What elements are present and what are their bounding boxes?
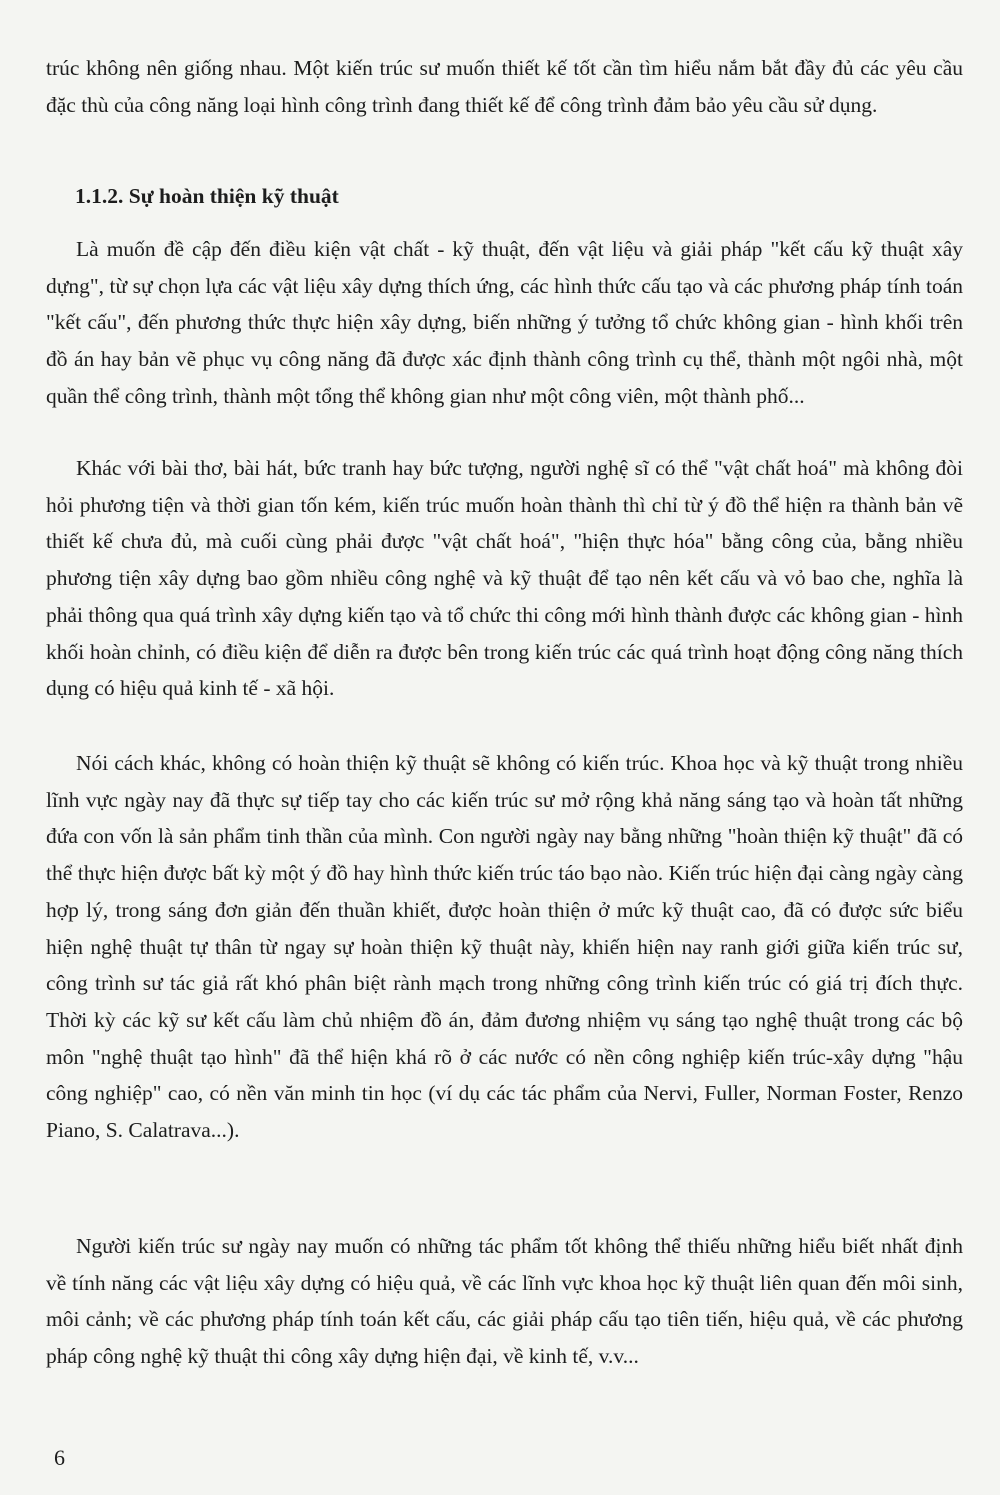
paragraph-block-4 [46, 1228, 963, 1375]
section-heading: 1.1.2. Sự hoàn thiện kỹ thuật [75, 184, 339, 208]
paragraph: Khác với bài thơ, bài hát, bức tranh hay bức tượng, người nghệ sĩ có thể "vật chất hoá" mà không đòi hỏi phương tiện và thời gian tốn kém, kiến trúc muốn hoàn thành thì chỉ từ ý đồ thể hiện ra thành bản vẽ thiết kế chưa đủ, mà cuối cùng phải được "vật chất hoá", "hiện thực hóa" bằng công của, bằng nhiều phương tiện xây dựng bao gồm nhiều công nghệ và kỹ thuật để tạo nên kết cấu và vỏ bao che, nghĩa là phải thông qua quá trình xây dựng kiến tạo và tổ chức thi công mới hình thành được các không gian - hình khối hoàn chỉnh, có điều kiện để diễn ra được bên trong kiến trúc các quá trình hoạt động công năng thích dụng có hiệu quả kinh tế - xã hội. [46, 456, 963, 701]
intro-paragraph-block [46, 50, 963, 123]
paragraph-block-3 [46, 745, 963, 1149]
paragraph: Là muốn đề cập đến điều kiện vật chất - kỹ thuật, đến vật liệu và giải pháp "kết cấu kỹ thuật xây dựng", từ sự chọn lựa các vật liệu xây dựng thích ứng, các hình thức cấu tạo và các phương pháp tính toán "kết cấu", đến phương thức thực hiện xây dựng, biến những ý tưởng tổ chức không gian - hình khối trên đồ án hay bản vẽ phục vụ công năng đã được xác định thành công trình cụ thể, thành một ngôi nhà, một quần thể công trình, thành một tổng thể không gian như một công viên, một thành phố... [46, 237, 963, 408]
paragraph: Người kiến trúc sư ngày nay muốn có những tác phẩm tốt không thể thiếu những hiểu biết nhất định về tính năng các vật liệu xây dựng có hiệu quả, về các lĩnh vực khoa học kỹ thuật liên quan đến môi sinh, môi cảnh; về các phương pháp tính toán kết cấu, các giải pháp cấu tạo tiên tiến, hiệu quả, về các phương pháp công nghệ kỹ thuật thi công xây dựng hiện đại, về kinh tế, v.v... [46, 1234, 963, 1369]
page-number: 6 [54, 1445, 65, 1470]
paragraph-block-2 [46, 450, 963, 707]
intro-paragraph: trúc không nên giống nhau. Một kiến trúc sư muốn thiết kế tốt cần tìm hiểu nắm bắt đầy đủ các yêu cầu đặc thù của công năng loại hình công trình đang thiết kế để công trình đảm bảo yêu cầu sử dụng. [46, 56, 963, 117]
paragraph-block-1 [46, 231, 963, 415]
paragraph: Nói cách khác, không có hoàn thiện kỹ thuật sẽ không có kiến trúc. Khoa học và kỹ thuật trong nhiều lĩnh vực ngày nay đã thực sự tiếp tay cho các kiến trúc sư mở rộng khả năng sáng tạo và hoàn tất những đứa con vốn là sản phẩm tinh thần của mình. Con người ngày nay bằng những "hoàn thiện kỹ thuật" đã có thể thực hiện được bất kỳ một ý đồ hay hình thức kiến trúc táo bạo nào. Kiến trúc hiện đại càng ngày càng hợp lý, trong sáng đơn giản đến thuần khiết, được hoàn thiện ở mức kỹ thuật cao, đã có được sức biểu hiện nghệ thuật tự thân từ ngay sự hoàn thiện kỹ thuật này, khiến hiện nay ranh giới giữa kiến trúc sư, công trình sư tác giả rất khó phân biệt rành mạch trong những công trình kiến trúc có giá trị đích thực. Thời kỳ các kỹ sư kết cấu làm chủ nhiệm đồ án, đảm đương nhiệm vụ sáng tạo nghệ thuật trong các bộ môn "nghệ thuật tạo hình" đã thể hiện khá rõ ở các nước có nền công nghiệp kiến trúc-xây dựng "hậu công nghiệp" cao, có nền văn minh tin học (ví dụ các tác phẩm của Nervi, Fuller, Norman Foster, Renzo Piano, S. Calatrava...). [46, 751, 963, 1143]
